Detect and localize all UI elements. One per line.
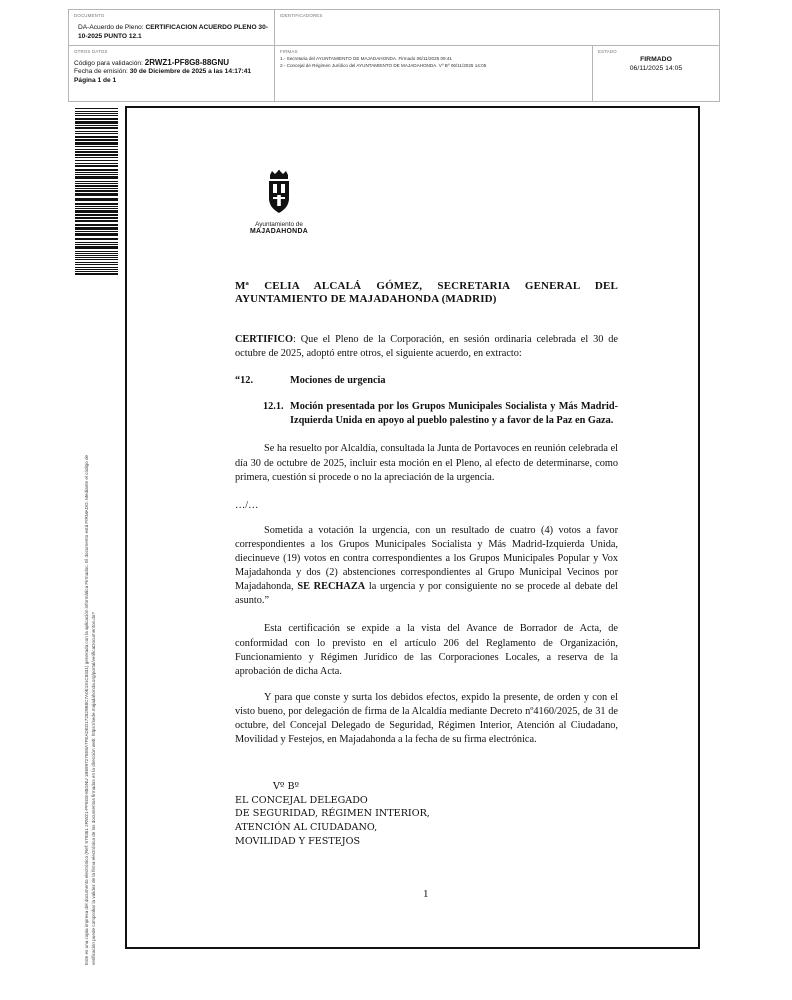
firmas-caption: FIRMAS bbox=[280, 49, 298, 54]
documento-title-bold: CERTIFICACION ACUERDO PLENO 30-10-2025 PUNTO 12.1 bbox=[78, 24, 268, 40]
documento-prefix: DA-Acuerdo de Pleno: bbox=[78, 24, 144, 31]
paragraph-expedicion: Y para que conste y surta los debidos efectos, expido la presente, de orden y con el visto bueno, por delegación de firma de la Alcaldía mediante Decreto nº4160/2025, de 31 de octubre, del Concejal Delegado de Seguridad, Régimen Interior, Atención al Ciudadano, Movilidad y Festejos, en Majadahonda a la fecha de su firma electrónica. bbox=[235, 691, 618, 746]
visto-bueno: Vº Bº bbox=[273, 781, 300, 793]
paragraph-alcaldia: Se ha resuelto por Alcaldía, consultada la Junta de Portavoces en reunión celebrada el día 30 de octubre de 2025, incluir esta moción en el Pleno, al efecto de determinarse, como primera, cuestión si procede o no la apreciación de la urgencia. bbox=[235, 443, 618, 483]
logo-line1: Ayuntamiento de bbox=[255, 221, 303, 228]
agenda-item-number: “12. bbox=[235, 375, 254, 387]
estado-block bbox=[593, 56, 719, 73]
identificadores-cell bbox=[274, 10, 719, 45]
estado-value: FIRMADO bbox=[640, 56, 672, 63]
validation-block bbox=[74, 59, 251, 85]
fecha-label: Fecha de emisión: bbox=[74, 68, 128, 76]
certifico-paragraph bbox=[235, 333, 618, 361]
certificate-body bbox=[235, 280, 618, 848]
firmas-cell bbox=[274, 46, 592, 101]
certifico-text: : Que el Pleno de la Corporación, en sesión ordinaria celebrada el 30 de octubre de 2025, adoptó entre otros, el siguiente acuerdo, en extracto: bbox=[235, 334, 618, 360]
document-header-top bbox=[68, 9, 720, 46]
estado-date: 06/11/2025 14:05 bbox=[629, 64, 683, 72]
logo-line2: MAJADAHONDA bbox=[249, 228, 309, 235]
mocion-title: Moción presentada por los Grupos Municipales Socialista y Más Madrid-Izquierda Unida en apoyo al pueblo palestino y a favor de la Paz en Gaza. bbox=[290, 401, 618, 427]
documento-title bbox=[78, 24, 274, 41]
firma-entry: 2.- Concejal de Régimen Jurídico del AYUNTAMIENTO DE MAJADAHONDA. Vº Bº 06/11/2025 14:05 bbox=[280, 62, 487, 68]
pagina-label: Página 1 de 1 bbox=[74, 76, 117, 84]
estado-caption: ESTADO bbox=[598, 49, 617, 54]
signature-block bbox=[235, 780, 618, 848]
agenda-item-title: Mociones de urgencia bbox=[290, 375, 386, 387]
certificate-heading: Mª CELIA ALCALÁ GÓMEZ, SECRETARIA GENERAL DEL AYUNTAMIENTO DE MAJADAHONDA (MADRID) bbox=[235, 280, 618, 305]
barcode-icon bbox=[75, 108, 118, 276]
otros-datos-cell bbox=[69, 46, 274, 101]
document-header-bottom bbox=[68, 46, 720, 102]
mocion-item bbox=[263, 400, 618, 428]
paragraph-certificacion: Esta certificación se expide a la vista del Avance de Borrador de Acta, de conformidad con lo previsto en el artículo 206 del Reglamento de Organización, Funcionamiento y Régimen Jurídico de las Corporaciones Locales, a reserva de la aprobación de dicha Acta. bbox=[235, 623, 618, 677]
firma-entry: 1.- Secretaria del AYUNTAMIENTO DE MAJADAHONDA. Firmado 06/11/2025 09:41 bbox=[280, 56, 452, 61]
page-number: 1 bbox=[423, 888, 429, 900]
identificadores-caption: IDENTIFICADORES bbox=[280, 13, 323, 18]
otros-datos-caption: OTROS DATOS bbox=[74, 49, 108, 54]
documento-caption: DOCUMENTO bbox=[74, 13, 105, 18]
side-note-line: verificación puede comprobar la validez de la firma electrónica de los documentos firmados en la dirección web: https://sede.majadahonda.org/portal/verificaDocumentos.do? bbox=[90, 612, 96, 965]
codigo-label: Código para validación: bbox=[74, 60, 143, 67]
agenda-item bbox=[235, 374, 618, 388]
se-rechaza: SE RECHAZA bbox=[297, 581, 366, 593]
certificate-page bbox=[125, 106, 700, 949]
fecha-value: 30 de Diciembre de 2025 a las 14:17:41 bbox=[129, 68, 252, 76]
signature-line: EL CONCEJAL DELEGADO bbox=[235, 794, 368, 806]
ellipsis: …/… bbox=[235, 499, 259, 511]
documento-cell bbox=[69, 10, 274, 45]
side-verification-note bbox=[84, 455, 97, 965]
signature-line: ATENCIÓN AL CIUDADANO, bbox=[235, 821, 378, 833]
estado-cell bbox=[592, 46, 719, 101]
signature-line: MOVILIDAD Y FESTEJOS bbox=[235, 835, 361, 847]
municipal-logo bbox=[239, 170, 319, 235]
certifico-label: CERTIFICO bbox=[235, 334, 293, 345]
paragraph-votacion bbox=[235, 524, 618, 609]
coat-of-arms-icon bbox=[264, 170, 294, 214]
codigo-value: 2RWZ1-PF8G8-88GNU bbox=[144, 58, 230, 67]
votacion-text-end: la urgencia y por consiguiente no se procede al debate del asunto.” bbox=[235, 581, 618, 607]
votacion-text: Sometida a votación la urgencia, con un resultado de cuatro (4) votos a favor correspondientes a los Grupos Municipales Socialista y Más Madrid-Izquierda Unida, diecinueve (19) votos en contra correspondientes a los Grupos Municipales Popular y Vox Majadahonda y dos (2) abstenciones correspondientes al Grupo Municipal Vecinos por Majadahonda, bbox=[235, 524, 618, 593]
firmas-list bbox=[280, 56, 486, 69]
signature-line: DE SEGURIDAD, RÉGIMEN INTERIOR, bbox=[235, 808, 430, 820]
side-note-line: Este es una copia impresa del documento electrónico (Ref: 579361 2RWZ1-PF8G8-88GNU 1B6997275E8A7FEADED172829B8C7A0E191C8331) generada con la aplicación informática Firmadoc. El documento está FIRMADO. Mediante el código de bbox=[84, 454, 89, 965]
mocion-number: 12.1. bbox=[263, 401, 284, 413]
